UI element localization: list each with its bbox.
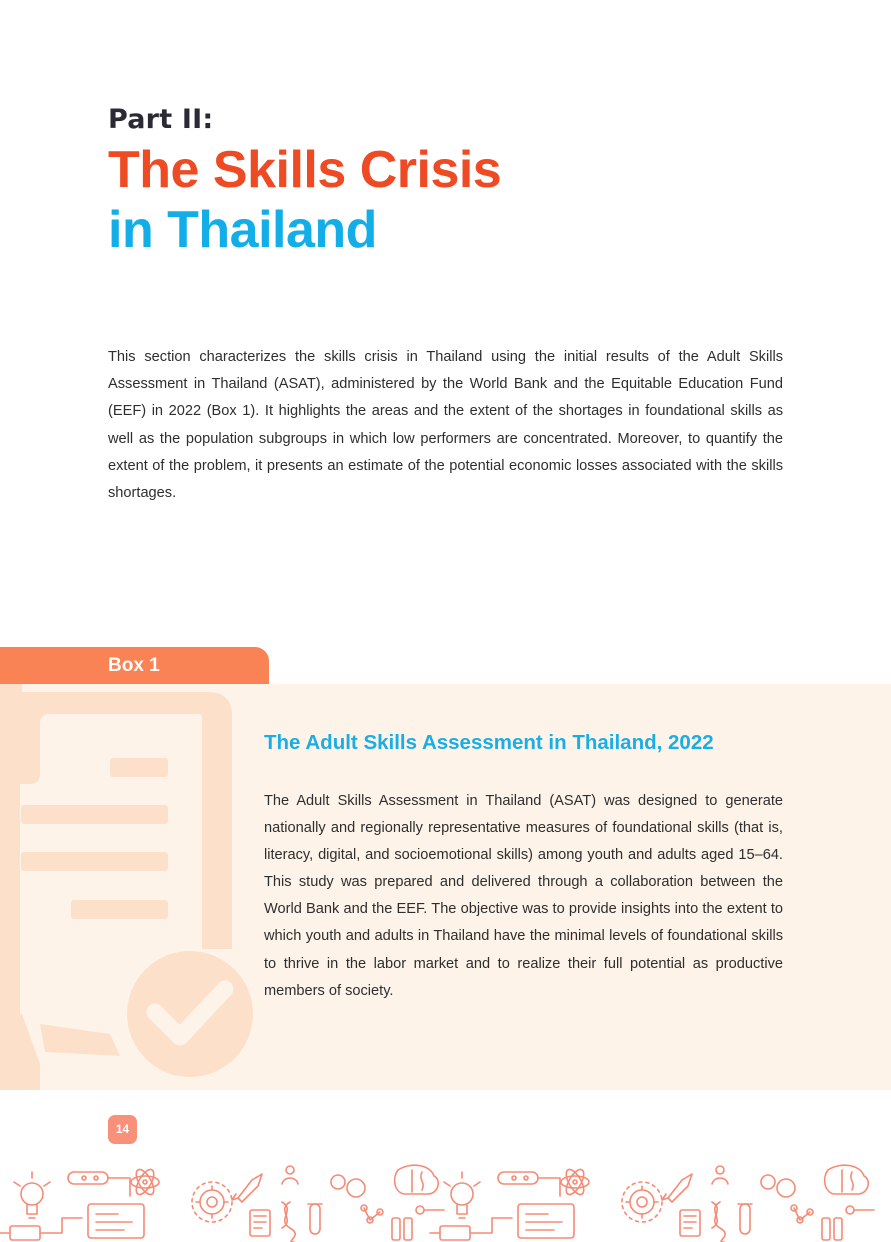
box-heading: The Adult Skills Assessment in Thailand, 2022	[264, 731, 714, 754]
page-number-badge: 14	[108, 1115, 137, 1144]
science-education-pattern-icon	[0, 1158, 891, 1242]
box-tab-label: Box 1	[108, 655, 160, 676]
box-body: The Adult Skills Assessment in Thailand (ASAT) was designed to generate nationally and regionally representative measures of foundational skills (that is, literacy, digital, and socioemotional skills) among youth and adults aged 15–64. This study was prepared and delivered through a collaboration between the World Bank and the EEF. The objective was to provide insights into the extent to which youth and adults in Thailand have the minimal levels of foundational skills to thrive in the labor market and to realize their full potential as productive members of society.	[264, 793, 783, 999]
page-title-line-2: in Thailand	[108, 201, 377, 259]
page-title-line-1: The Skills Crisis	[108, 141, 502, 199]
part-label: Part II:	[108, 104, 214, 135]
intro-paragraph: This section characterizes the skills crisis in Thailand using the initial results of the Adult Skills Assessment in Thailand (ASAT), administered by the World Bank and the Equitable Education Fund (EEF) in 2022 (Box 1). It highlights the areas and the extent of the shortages in foundational skills as well as the population subgroups in which low performers are concentrated. Moreover, to quantify the extent of the problem, it presents an estimate of the potential economic losses associated with the skills shortages.	[108, 349, 783, 502]
